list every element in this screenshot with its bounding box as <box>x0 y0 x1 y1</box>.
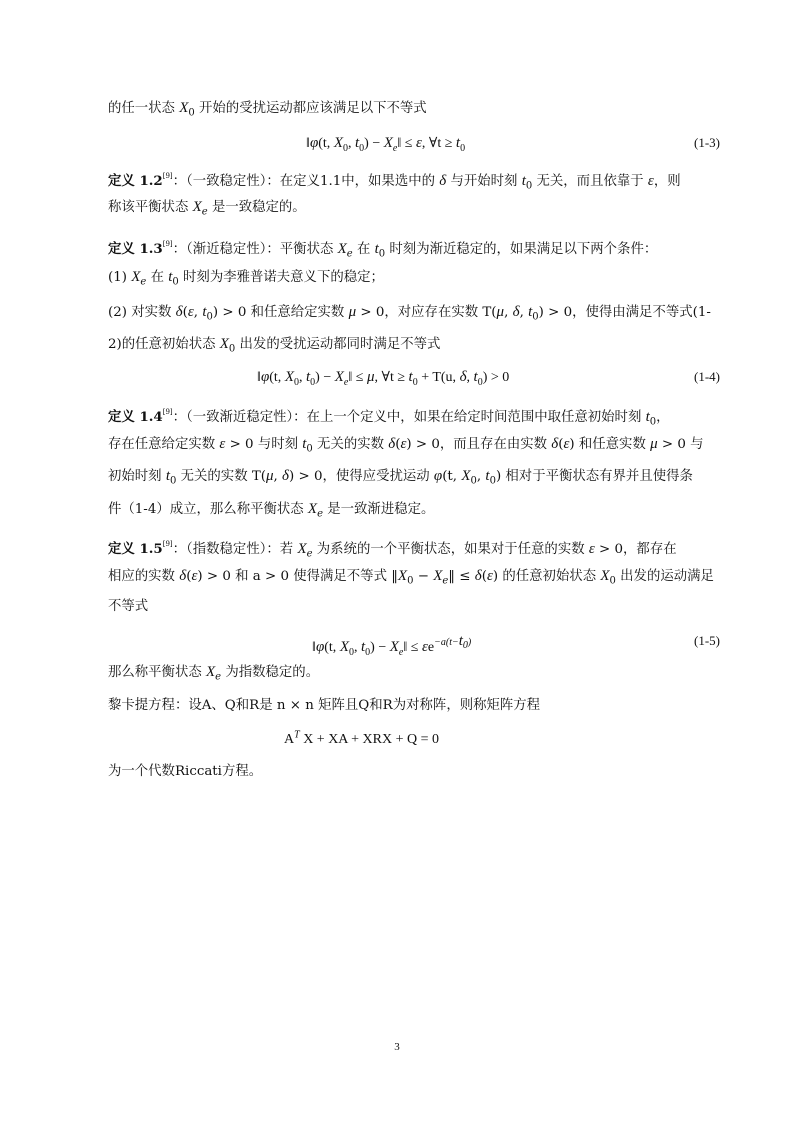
equation-1-4 <box>257 366 509 394</box>
condition-2-line <box>108 302 720 328</box>
line-text: (1) $X_e$ 在 $t_0$ 时刻为李雅普诺夫意义下的稳定； <box>108 269 384 288</box>
equation-number: (1-3) <box>694 135 720 150</box>
line-text: 定义 1.2[9]：（一致稳定性）：在定义1.1中，如果选中的 δ 与开始时刻 $t_0$ 无关，而且依靠于 ε，则 <box>108 172 681 192</box>
equation-1-3 <box>306 132 465 160</box>
equation-1-5 <box>312 630 471 663</box>
definition-1-5-line <box>108 534 718 565</box>
equation-number: (1-5) <box>694 633 720 648</box>
line-text: (2) 对实数 δ(ε, $t_0) > 0$ 和任意给定实数 μ > 0，对应存在实数 T(μ, δ, $t_0) > 0$，使得由满足不等式(1- <box>108 304 711 323</box>
paragraph-line <box>108 762 718 782</box>
paragraph-line <box>108 662 718 688</box>
definition-1-4-line <box>108 402 718 433</box>
line-text: 不等式 <box>108 599 149 614</box>
line-text: ‖φ(t, $X_0$, $t_0$) − $X_e‖ \le \varepsilon e^{-a(t-t_0)}$ <box>312 633 472 658</box>
condition-1-line <box>108 267 718 293</box>
line-text: 2)的任意初始状态 $X_0$ 出发的受扰运动都同时满足不等式 <box>108 336 441 355</box>
definition-1-3-line <box>108 234 718 265</box>
paragraph-line <box>108 98 718 124</box>
line-text: 定义 1.5[9]：（指数稳定性）：若 $X_e$ 为系统的一个平衡状态，如果对于任意的实数 ε > 0，都存在 <box>108 540 677 560</box>
paragraph-line <box>108 566 718 592</box>
line-text: 的任一状态 $X_0$ 开始的受扰运动都应该满足以下不等式 <box>108 100 427 119</box>
line-text: 称该平衡状态 $X_e$ 是一致稳定的。 <box>108 199 306 218</box>
paragraph-line <box>108 597 718 617</box>
line-text: ‖φ(t, $X_0$, $t_0$) − $X_e‖ \le \varepsilon$, ∀t ≥ $t_0$ <box>306 135 466 154</box>
paragraph-line <box>108 197 718 223</box>
line-text: 相应的实数 δ(ε) > 0 和 a > 0 使得满足不等式 $‖X_0$ − $X_e‖ \le \delta(\varepsilon)$ 的任意初始状态 $X_0$ 出发的运动满足 <box>108 568 714 587</box>
line-text: 为一个代数Riccati方程。 <box>108 764 263 779</box>
paragraph-line <box>108 499 718 525</box>
line-text: 定义 1.3[9]：（渐近稳定性）：平衡状态 $X_e$ 在 $t_0$ 时刻为渐近稳定的，如果满足以下两个条件： <box>108 240 658 260</box>
line-text: 那么称平衡状态 $X_e$ 为指数稳定的。 <box>108 664 320 683</box>
equation-number: (1-4) <box>694 369 720 384</box>
line-text: ‖φ(t, $X_0$, $t_0$) − $X_e‖ \le \mu$, ∀t ≥ $t_0 + T(u$, δ, $t_0) > 0$ <box>257 369 510 388</box>
line-text: 件（1-4）成立，那么称平衡状态 $X_e$ 是一致渐进稳定。 <box>108 501 435 520</box>
line-text: 定义 1.4[9]：（一致渐近稳定性）：在上一个定义中，如果在给定时间范围中取任意初始时刻 $t_0$， <box>108 408 670 428</box>
paragraph-line <box>108 434 718 460</box>
riccati-equation <box>284 724 439 751</box>
riccati-definition-line <box>108 696 718 716</box>
line-text: $A^T$ X + XA + XRX + Q = 0 <box>284 729 439 747</box>
line-text: 初始时刻 $t_0$ 无关的实数 T(μ, δ) > 0，使得应受扰运动 φ(t, $X_0$, $t_0$) 相对于平衡状态有界并且使得条 <box>108 468 693 487</box>
page-number: 3 <box>394 1041 400 1053</box>
line-text: 存在任意给定实数 ε > 0 与时刻 $t_0$ 无关的实数 δ(ε) > 0，而且存在由实数 δ(ε) 和任意实数 μ > 0 与 <box>108 436 704 455</box>
paragraph-line <box>108 334 718 360</box>
paragraph-line <box>108 466 718 492</box>
definition-1-2-line <box>108 166 718 197</box>
line-text: 黎卡提方程：设A、Q和R是 n × n 矩阵且Q和R为对称阵，则称矩阵方程 <box>108 698 541 713</box>
